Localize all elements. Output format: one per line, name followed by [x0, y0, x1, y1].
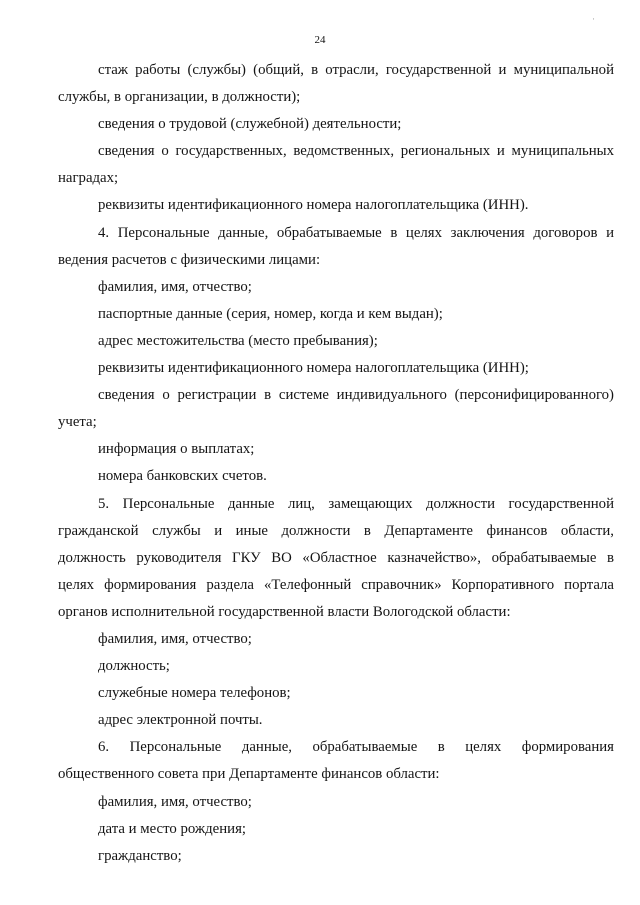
list-item-birth: дата и место рождения;: [98, 820, 246, 837]
list-item-passport: паспортные данные (серия, номер, когда и кем выдан);: [98, 305, 443, 322]
list-item-email: адрес электронной почты.: [98, 712, 263, 729]
paragraph-awards: сведения о государственных, ведомственных, региональных и муниципальных: [98, 143, 614, 160]
list-item-payments: информация о выплатах;: [98, 441, 255, 458]
section-5-heading: 5. Персональные данные лиц, замещающих должности государственной: [98, 495, 614, 512]
section-4-heading-cont: ведения расчетов с физическими лицами:: [58, 251, 321, 268]
document-body: [58, 57, 614, 870]
section-5-heading-line5: органов исполнительной государственной власти Вологодской области:: [58, 603, 511, 620]
list-item-position: должность;: [98, 658, 170, 675]
paragraph-work-experience-cont: службы, в организации, в должности);: [58, 89, 301, 106]
section-4-heading: 4. Персональные данные, обрабатываемые в целях заключения договоров и: [98, 224, 614, 241]
list-item-citizenship: гражданство;: [98, 847, 182, 864]
list-item-full-name-2: фамилия, имя, отчество;: [98, 630, 252, 647]
list-item-bank-accounts: номера банковских счетов.: [98, 468, 267, 485]
scan-mark: ·: [592, 14, 595, 24]
list-item-phones: служебные номера телефонов;: [98, 685, 291, 702]
paragraph-inn: реквизиты идентификационного номера налогоплательщика (ИНН).: [98, 197, 529, 214]
list-item-registration: сведения о регистрации в системе индивидуального (персонифицированного): [98, 387, 614, 404]
page-number: 24: [314, 34, 326, 46]
section-6-heading-cont: общественного совета при Департаменте финансов области:: [58, 766, 440, 783]
list-item-full-name: фамилия, имя, отчество;: [98, 278, 252, 295]
list-item-registration-cont: учета;: [58, 414, 97, 431]
section-6-heading: 6. Персональные данные, обрабатываемые в целях формирования: [98, 739, 614, 756]
paragraph-labor-activity: сведения о трудовой (служебной) деятельности;: [98, 116, 402, 133]
paragraph-awards-cont: наградах;: [58, 170, 119, 187]
list-item-full-name-3: фамилия, имя, отчество;: [98, 793, 252, 810]
list-item-address: адрес местожительства (место пребывания);: [98, 332, 378, 349]
paragraph-work-experience: стаж работы (службы) (общий, в отрасли, государственной и муниципальной: [98, 62, 614, 78]
section-5-heading-line2: гражданской службы и иные должности в Департаменте финансов области,: [58, 522, 614, 539]
section-5-heading-line3: должность руководителя ГКУ ВО «Областное казначейство», обрабатываемые в: [58, 549, 614, 566]
section-5-heading-line4: целях формирования раздела «Телефонный справочник» Корпоративного портала: [58, 576, 614, 593]
list-item-inn: реквизиты идентификационного номера налогоплательщика (ИНН);: [98, 360, 529, 377]
